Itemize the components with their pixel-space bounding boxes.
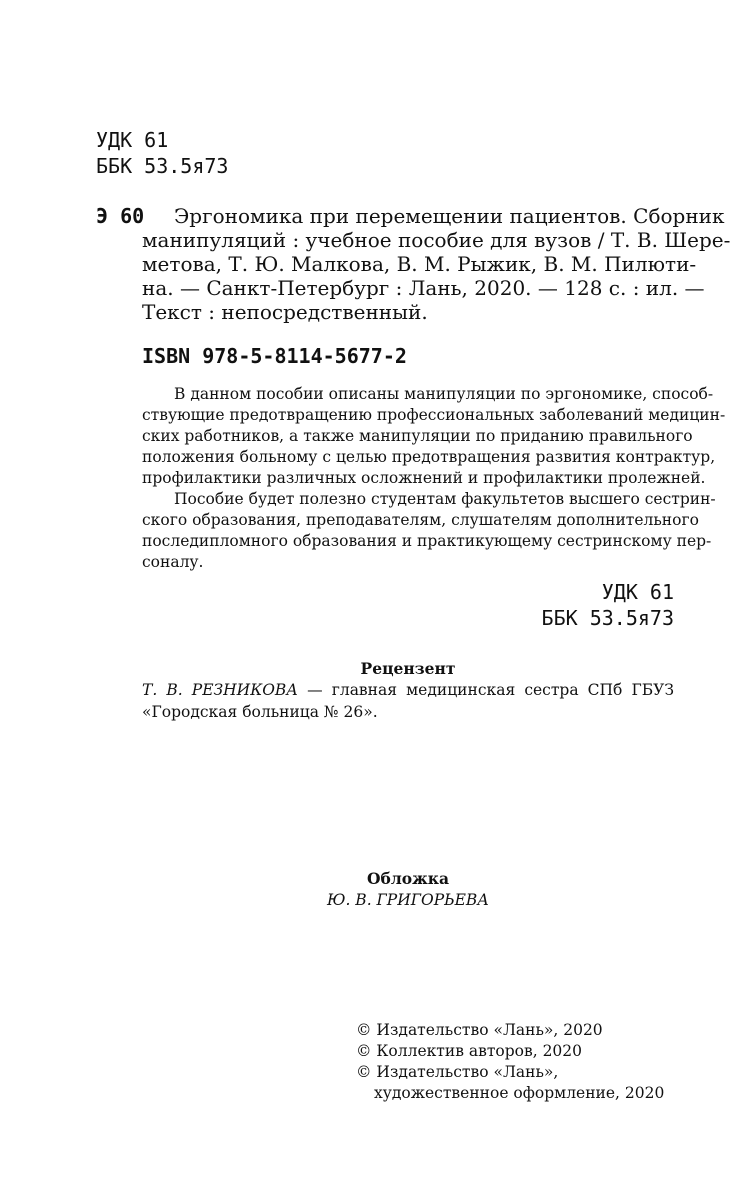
reviewer-position: — главная медицинская сестра СПб ГБУЗ — [298, 681, 674, 699]
cover-heading: Обложка — [367, 869, 449, 888]
isbn: ISBN 978-5-8114-5677-2 — [142, 344, 407, 368]
catalog-line: метова, Т. Ю. Малкова, В. М. Рыжик, В. М. Пилюти- — [142, 252, 697, 276]
catalog-description — [142, 204, 731, 324]
annotation-line: профилактики различных осложнений и профилактики пролежней. — [142, 469, 706, 487]
reviewer-line-1 — [142, 680, 674, 701]
bbk-top: ББК 53.5я73 — [96, 154, 229, 178]
reviewer-name: Т. В. РЕЗНИКОВА — [142, 681, 299, 699]
annotation-line: В данном пособии описаны манипуляции по эргономике, способ- — [174, 385, 714, 403]
udk-top: УДК 61 — [96, 128, 169, 152]
catalog-line: манипуляций : учебное пособие для вузов / Т. В. Шере- — [142, 228, 731, 252]
annotation-line: ствующие предотвращению профессиональных заболеваний медицин- — [142, 406, 726, 424]
annotation-line: положения больному с целью предотвращения развития контрактур, — [142, 448, 716, 466]
catalog-line: на. — Санкт-Петербург : Лань, 2020. — 128 с. : ил. — — [142, 276, 705, 300]
annotation-line: Пособие будет полезно студентам факультетов высшего сестрин- — [174, 490, 716, 508]
annotation-line: последипломного образования и практикующему сестринскому пер- — [142, 532, 712, 550]
catalog-line: Текст : непосредственный. — [142, 300, 428, 324]
copyright-continuation: художественное оформление, 2020 — [374, 1084, 665, 1102]
bbk-bottom: ББК 53.5я73 — [541, 606, 674, 630]
annotation-line: соналу. — [142, 553, 204, 571]
reviewer-heading: Рецензент — [360, 659, 456, 678]
annotation-line: ского образования, преподавателям, слушателям дополнительного — [142, 511, 699, 529]
catalog-line: Эргономика при перемещении пациентов. Сборник — [174, 204, 725, 228]
copyright-line: © Издательство «Лань», 2020 — [356, 1021, 603, 1039]
cover-designer: Ю. В. ГРИГОРЬЕВА — [326, 891, 490, 909]
copyright-line: © Коллектив авторов, 2020 — [356, 1042, 583, 1060]
annotation — [142, 384, 726, 573]
copyright-block — [356, 1020, 664, 1104]
udk-bottom: УДК 61 — [601, 580, 674, 604]
annotation-line: ских работников, а также манипуляции по приданию правильного — [142, 427, 693, 445]
catalog-index: Э 60 — [96, 204, 145, 228]
reviewer-line-2: «Городская больница № 26». — [142, 703, 378, 721]
copyright-line: © Издательство «Лань», — [356, 1063, 559, 1081]
